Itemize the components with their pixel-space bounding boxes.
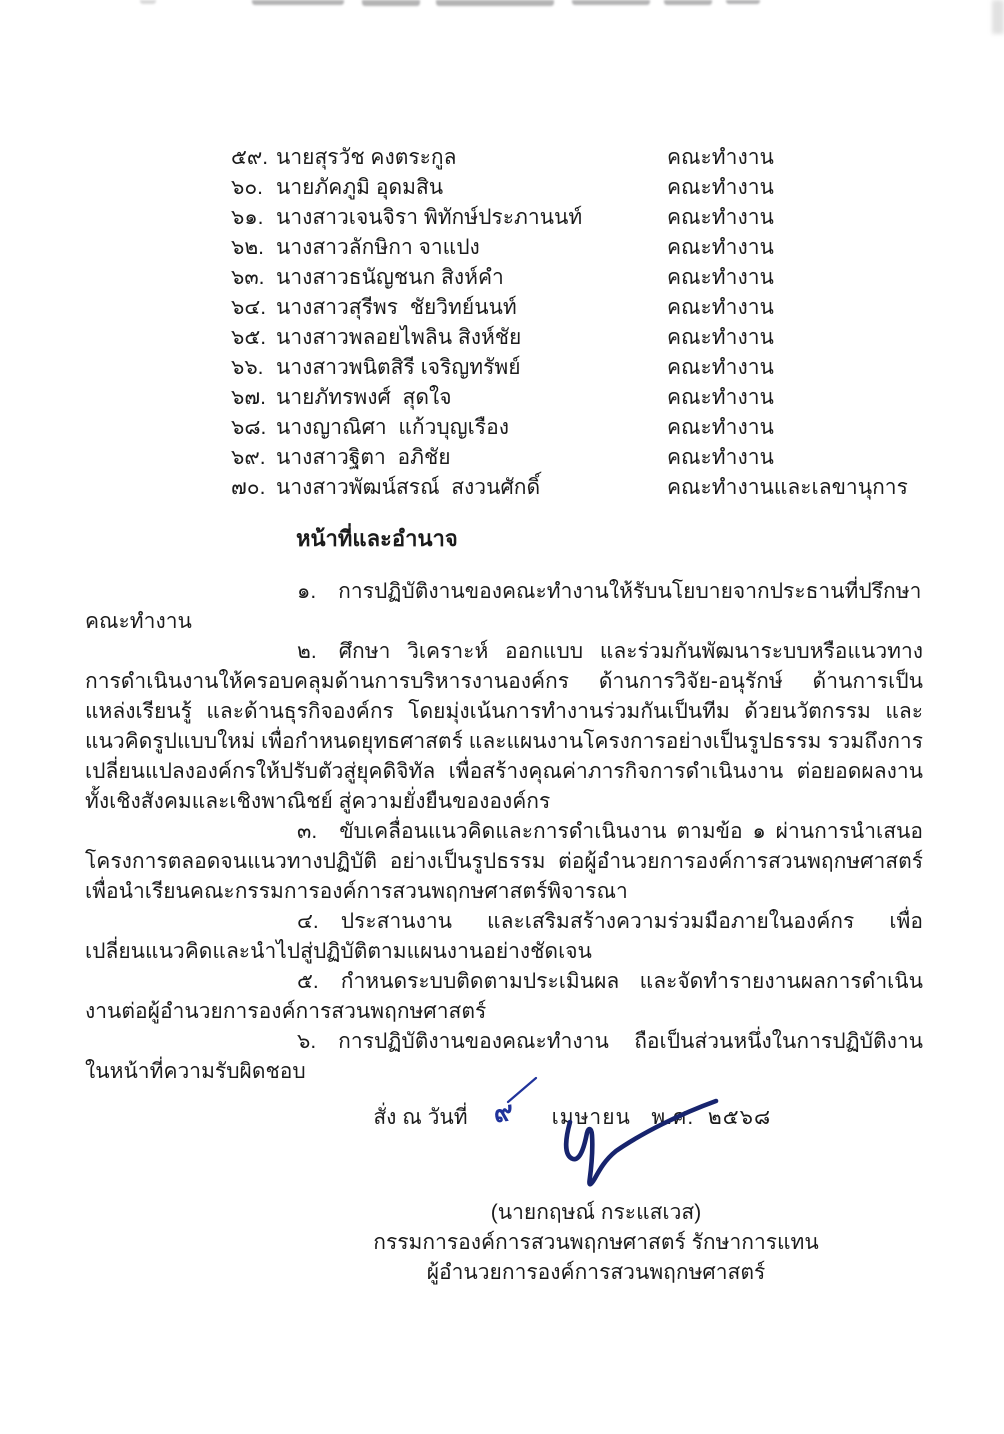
member-name: นายภัคภูมิ อุดมสิน bbox=[276, 176, 444, 199]
member-number: ๖๔. bbox=[231, 296, 267, 319]
member-role: คณะทำงาน bbox=[667, 356, 774, 379]
table-row bbox=[0, 443, 1004, 473]
table-row bbox=[0, 143, 1004, 173]
member-name: นางสาวพัฒน์สรณ์ สงวนศักดิ์ bbox=[276, 476, 541, 499]
member-role: คณะทำงาน bbox=[667, 416, 774, 439]
handwritten-day: ๙ bbox=[494, 1100, 528, 1133]
member-number: ๗๐. bbox=[231, 476, 266, 499]
duty-item bbox=[85, 577, 923, 637]
member-number: ๖๘. bbox=[231, 416, 267, 439]
table-row bbox=[0, 473, 1004, 503]
scan-smudge bbox=[362, 0, 420, 6]
member-role: คณะทำงาน bbox=[667, 296, 774, 319]
member-name: นางสาวเจนจิรา พิทักษ์ประภานนท์ bbox=[276, 206, 583, 229]
scan-smudge bbox=[726, 0, 760, 4]
member-name: นางสาวลักษิกา จาแปง bbox=[276, 236, 480, 259]
duty-item bbox=[85, 907, 923, 967]
member-number: ๖๗. bbox=[231, 386, 266, 409]
duty-text: ศึกษา วิเคราะห์ ออกแบบ และร่วมกันพัฒนาระบบหรือแนวทางการดำเนินงานให้ครอบคลุมด้านการบริหารงานองค์กร ด้านการวิจัย-อนุรักษ์ ด้านการเป็นแหล่งเรียนรู้ และด้านธุรกิจองค์กร โดยมุ่งเน้นการทำงานร่วมกันเป็นทีม ด้วยนวัตกรรม และแนวคิดรูปแบบใหม่ เพื่อกำหนดยุทธศาสตร์ และแผนงานโครงการอย่างเป็นรูปธรรม รวมถึงการเปลี่ยนแปลงองค์กรให้ปรับตัวสู่ยุคดิจิทัล เพื่อสร้างคุณค่าภารกิจการดำเนินงาน ต่อยอดผลงานทั้งเชิงสังคมและเชิงพาณิชย์ สู่ความยั่งยืนขององค์กร bbox=[85, 640, 923, 813]
member-list bbox=[0, 143, 1004, 503]
table-row bbox=[0, 233, 1004, 263]
table-row bbox=[0, 173, 1004, 203]
member-name: นางสาวสุรีพร ชัยวิทย์นนท์ bbox=[276, 296, 517, 319]
duty-text: การปฏิบัติงานของคณะทำงาน ถือเป็นส่วนหนึ่งในการปฏิบัติงานในหน้าที่ความรับผิดชอบ bbox=[85, 1030, 923, 1083]
member-number: ๕๙. bbox=[231, 146, 269, 169]
member-name: นางสาวพนิตสิรี เจริญทรัพย์ bbox=[276, 356, 521, 379]
member-role: คณะทำงาน bbox=[667, 176, 774, 199]
member-role: คณะทำงานและเลขานุการ bbox=[667, 476, 908, 499]
scan-smudge bbox=[664, 0, 712, 5]
member-name: นางสาวธนัญชนก สิงห์คำ bbox=[276, 266, 504, 289]
duty-text: ประสานงาน และเสริมสร้างความร่วมมือภายในองค์กร เพื่อเปลี่ยนแนวคิดและนำไปสู่ปฏิบัติตามแผนงานอย่างชัดเจน bbox=[85, 910, 923, 963]
member-role: คณะทำงาน bbox=[667, 206, 774, 229]
duty-number: ๒. bbox=[297, 640, 317, 663]
table-row bbox=[0, 353, 1004, 383]
table-row bbox=[0, 263, 1004, 293]
member-name: นางสาวพลอยไพลิน สิงห์ชัย bbox=[276, 326, 522, 349]
member-number: ๖๒. bbox=[231, 236, 265, 259]
duty-item bbox=[85, 637, 923, 817]
member-number: ๖๑. bbox=[231, 206, 264, 229]
duty-item bbox=[85, 817, 923, 907]
scan-smudge bbox=[252, 0, 344, 5]
duties-body bbox=[85, 577, 923, 1087]
member-number: ๖๓. bbox=[231, 266, 265, 289]
duty-number: ๕. bbox=[297, 970, 319, 993]
duty-text: การปฏิบัติงานของคณะทำงานให้รับนโยบายจากประธานที่ปรึกษาคณะทำงาน bbox=[85, 580, 922, 633]
duty-number: ๖. bbox=[297, 1030, 317, 1053]
signer-title-2: ผู้อำนวยการองค์การสวนพฤกษศาสตร์ bbox=[426, 1261, 766, 1284]
duty-number: ๔. bbox=[297, 910, 319, 933]
duty-item bbox=[85, 967, 923, 1027]
table-row bbox=[0, 293, 1004, 323]
member-number: ๖๐. bbox=[231, 176, 263, 199]
member-role: คณะทำงาน bbox=[667, 326, 774, 349]
table-row bbox=[0, 413, 1004, 443]
signer-block bbox=[370, 1198, 822, 1288]
scan-edge-mark bbox=[992, 0, 1004, 34]
signer-title-1: กรรมการองค์การสวนพฤกษศาสตร์ รักษาการแทน bbox=[373, 1231, 819, 1254]
signer-name: (นายกฤษณ์ กระแสเวส) bbox=[490, 1201, 702, 1224]
member-role: คณะทำงาน bbox=[667, 446, 774, 469]
duty-text: กำหนดระบบติดตามประเมินผล และจัดทำรายงานผลการดำเนินงานต่อผู้อำนวยการองค์การสวนพฤกษศาสตร์ bbox=[85, 970, 923, 1023]
signature-ink bbox=[548, 1090, 730, 1196]
member-number: ๖๕. bbox=[231, 326, 267, 349]
member-number: ๖๙. bbox=[231, 446, 266, 469]
duty-number: ๓. bbox=[297, 820, 318, 843]
member-role: คณะทำงาน bbox=[667, 266, 774, 289]
scan-smudge bbox=[140, 0, 156, 4]
duty-text: ขับเคลื่อนแนวคิดและการดำเนินงาน ตามข้อ ๑ ผ่านการนำเสนอโครงการตลอดจนแนวทางปฏิบัติ อย่างเป็นรูปธรรม ต่อผู้อำนวยการองค์การสวนพฤกษศาสตร์ เพื่อนำเรียนคณะกรรมการองค์การสวนพฤกษศาสตร์พิจารณา bbox=[85, 820, 923, 903]
member-role: คณะทำงาน bbox=[667, 236, 774, 259]
duties-heading: หน้าที่และอำนาจ bbox=[296, 526, 458, 551]
member-role: คณะทำงาน bbox=[667, 386, 774, 409]
duty-number: ๑. bbox=[297, 580, 317, 603]
member-name: นางสาวฐิตา อภิชัย bbox=[276, 446, 451, 469]
top-scan-artifact bbox=[0, 0, 1004, 12]
member-name: นายภัทรพงศ์ สุดใจ bbox=[276, 386, 452, 409]
table-row bbox=[0, 323, 1004, 353]
scan-smudge bbox=[572, 0, 650, 5]
scan-smudge bbox=[436, 0, 554, 6]
member-number: ๖๖. bbox=[231, 356, 264, 379]
member-role: คณะทำงาน bbox=[667, 146, 774, 169]
order-date-prefix: สั่ง ณ วันที่ bbox=[373, 1106, 468, 1129]
table-row bbox=[0, 203, 1004, 233]
table-row bbox=[0, 383, 1004, 413]
order-date-suffix: เมษายน พ.ศ. ๒๕๖๘ bbox=[551, 1106, 772, 1129]
member-name: นายสุรวัช คงตระกูล bbox=[276, 146, 457, 169]
member-name: นางญาณิศา แก้วบุญเรือง bbox=[276, 416, 509, 439]
